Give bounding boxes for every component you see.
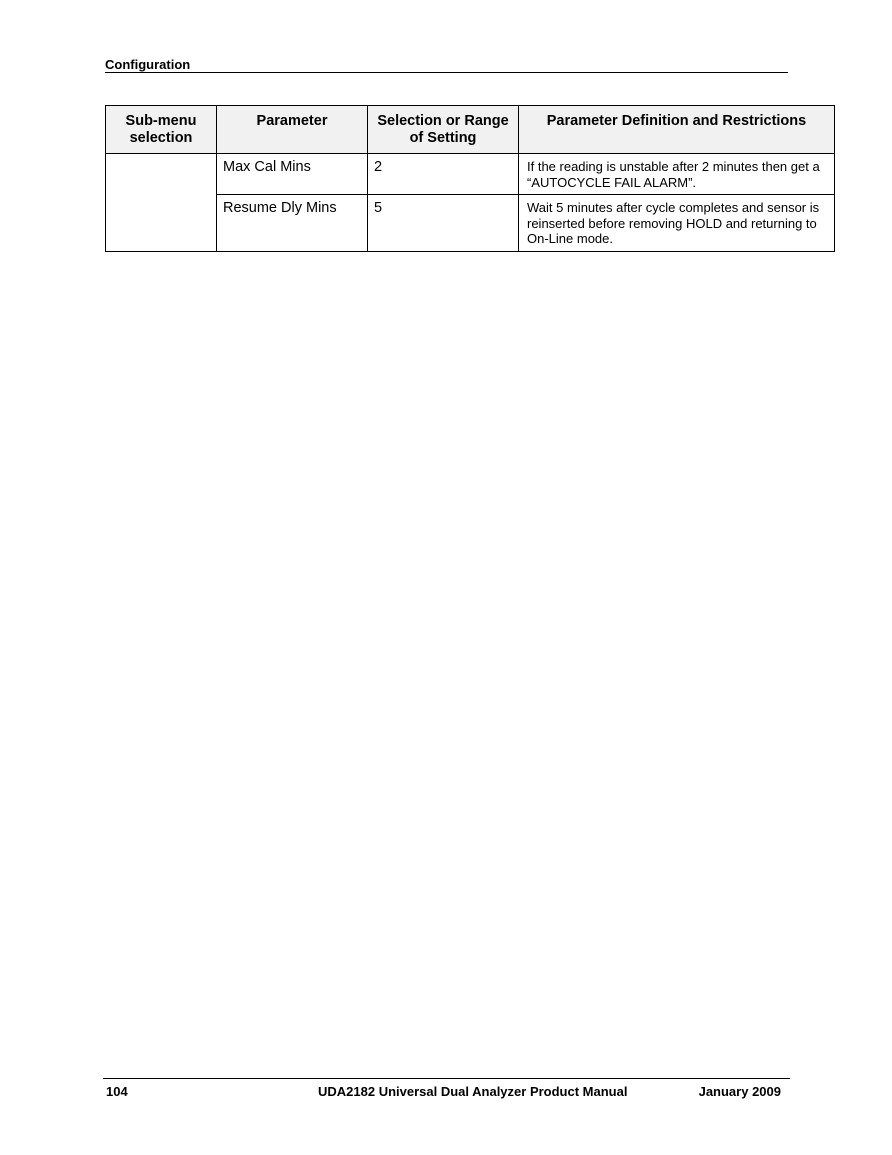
definition-cell: Wait 5 minutes after cycle completes and sensor is reinserted before removing HOLD and returning to On-Line mode. bbox=[519, 195, 835, 252]
submenu-cell bbox=[106, 154, 217, 252]
parameter-cell: Max Cal Mins bbox=[217, 154, 368, 195]
column-header-parameter: Parameter bbox=[217, 106, 368, 154]
definition-cell: If the reading is unstable after 2 minutes then get a “AUTOCYCLE FAIL ALARM”. bbox=[519, 154, 835, 195]
column-header-submenu: Sub-menu selection bbox=[106, 106, 217, 154]
parameter-cell: Resume Dly Mins bbox=[217, 195, 368, 252]
setting-cell: 5 bbox=[368, 195, 519, 252]
table-row bbox=[106, 154, 835, 195]
page-number: 104 bbox=[106, 1084, 128, 1099]
page-header bbox=[105, 58, 788, 73]
parameter-table bbox=[105, 105, 835, 252]
manual-title: UDA2182 Universal Dual Analyzer Product Manual bbox=[318, 1084, 628, 1099]
publication-date: January 2009 bbox=[698, 1084, 781, 1099]
column-header-setting: Selection or Range of Setting bbox=[368, 106, 519, 154]
column-header-definition: Parameter Definition and Restrictions bbox=[519, 106, 835, 154]
table-header-row bbox=[106, 106, 835, 154]
section-title: Configuration bbox=[105, 57, 191, 72]
setting-cell: 2 bbox=[368, 154, 519, 195]
page-footer bbox=[103, 1078, 790, 1099]
